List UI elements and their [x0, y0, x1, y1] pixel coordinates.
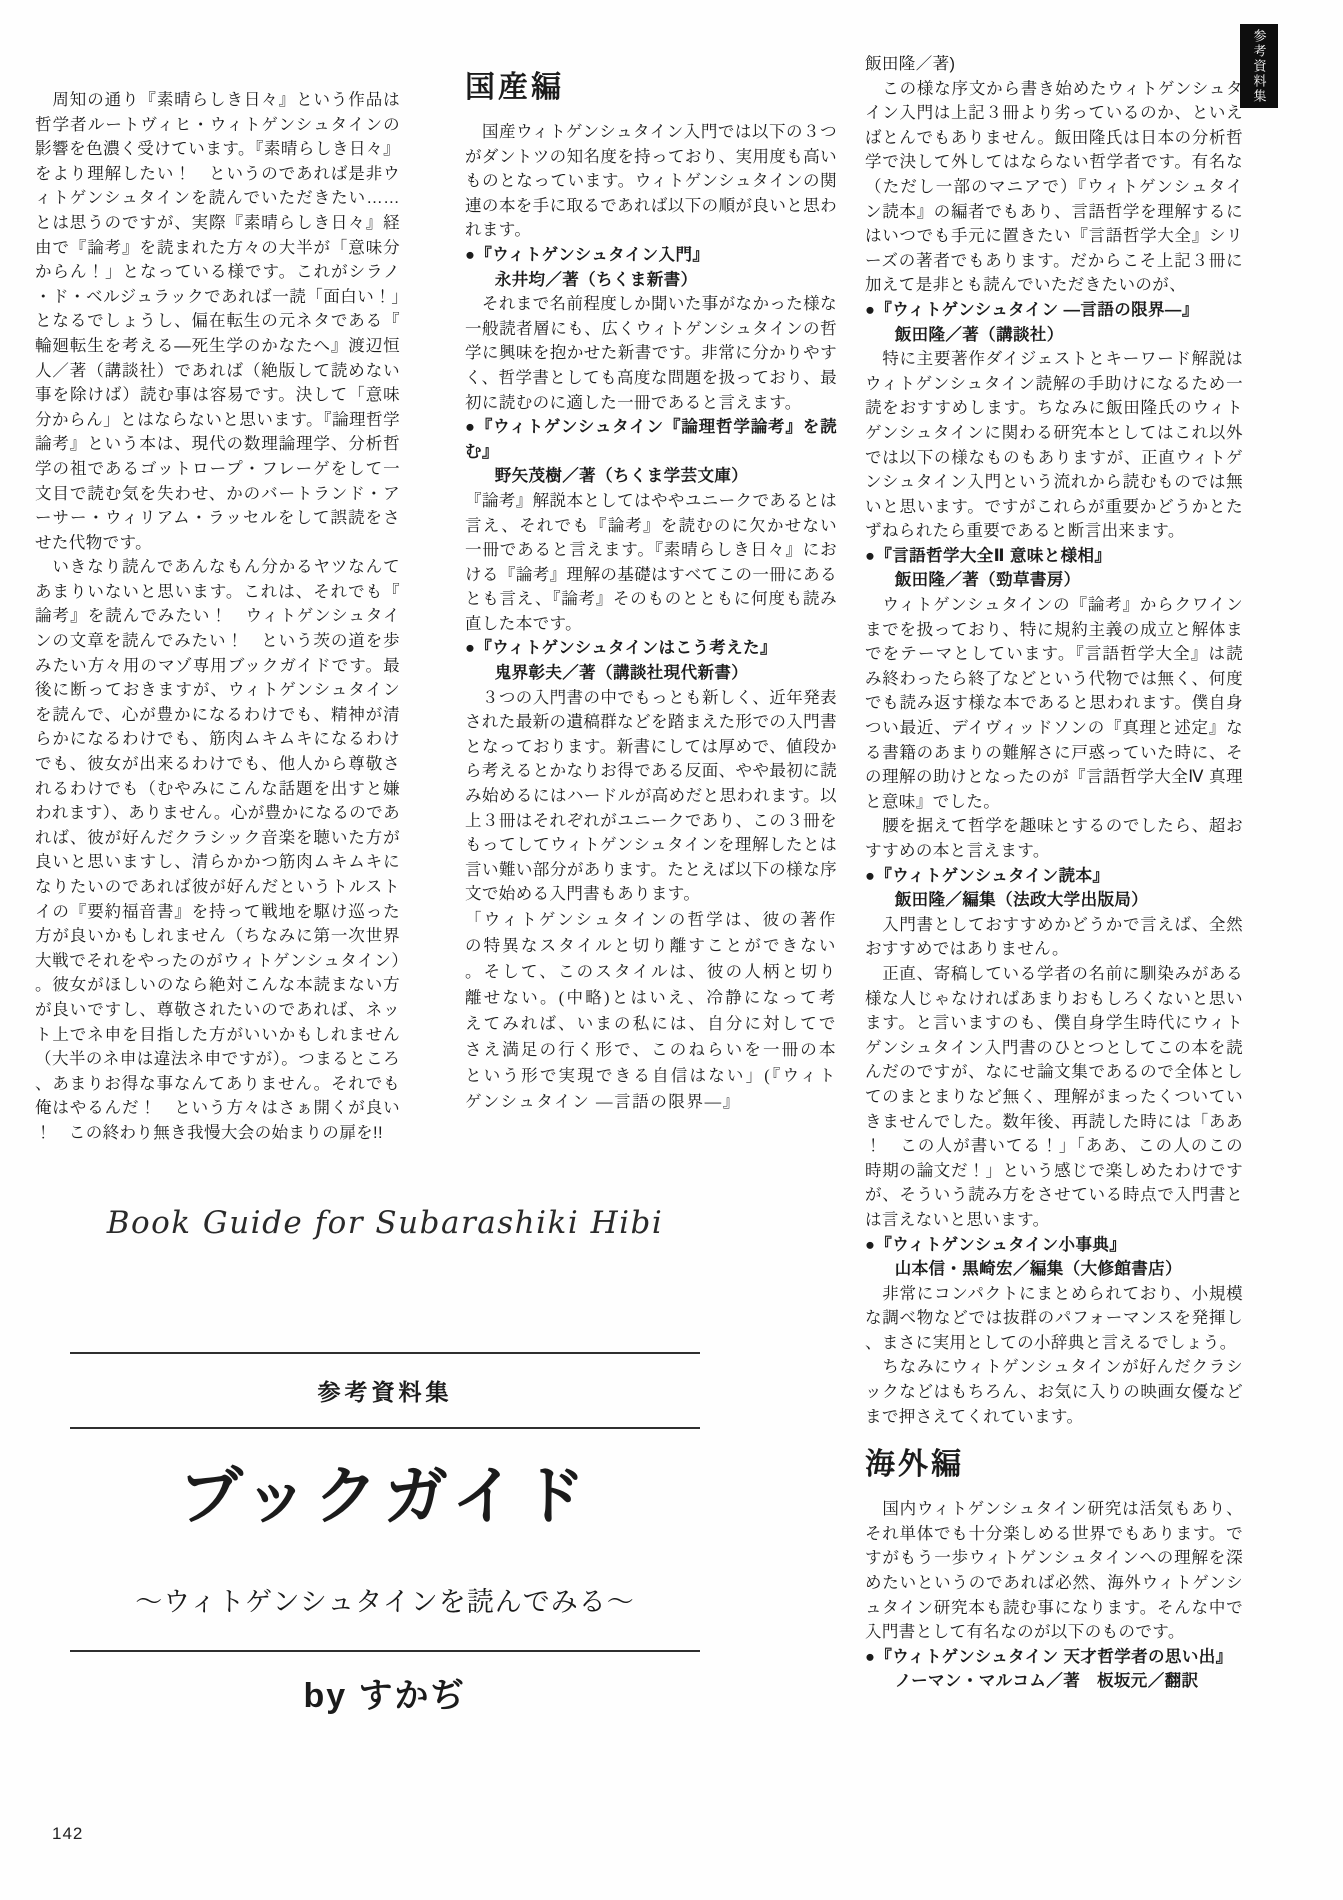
- page-title: ブックガイド: [178, 1461, 592, 1532]
- body-paragraph: 国産ウィトゲンシュタイン入門では以下の３つがダントツの知名度を持っており、実用度も高いものとなっています。ウィトゲンシュタインの関連の本を手に取るであれば以下の順が良いと思われます。: [465, 123, 837, 240]
- book-entry-author: 飯田隆／編集（法政大学出版局）: [894, 891, 1149, 910]
- body-paragraph: ちなみにウィトゲンシュタインが好んだクラシックなどはもちろん、お気に入りの映画女優などまで押さえてくれています。: [865, 1358, 1243, 1426]
- book-entry-body: 特に主要著作ダイジェストとキーワード解説はウィトゲンシュタイン読解の手助けになるため一読をおすすめします。ちなみに飯田隆氏のウィトゲンシュタインに関わる研究本としてはこれ以外では以下の様なものもありますが、正直ウィトゲンシュタイン入門という流れから読むものでは無いと思います。ですがこれらが重要かどうかとたずねられたら重要であると断言出来ます。: [865, 350, 1243, 541]
- book-entry-author: 飯田隆／著（勁草書房）: [894, 571, 1081, 590]
- book-entry-title: ●『ウィトゲンシュタイン 天才哲学者の思い出』: [865, 1647, 1233, 1666]
- left-column: [35, 88, 400, 1146]
- book-entry-title: ●『ウィトゲンシュタイン『論理哲学論考』を読む』: [465, 418, 837, 461]
- book-entry-title: ●『ウィトゲンシュタイン小事典』: [865, 1235, 1127, 1254]
- book-entry-body: ウィトゲンシュタインの『論考』からクワインまでを扱っており、特に規約主義の成立と解体までをテーマとしています。『言語哲学大全』は読み終わったら終了などという代物では無く、何度でも読み返す様な本であると思われます。僕自身つい最近、デイヴィッドソンの『真理と述定』なる書籍のあまりの難解さに戸惑っていた時に、その理解の助けとなったのが『言語哲学大全Ⅳ 真理と意味』でした。: [865, 596, 1243, 811]
- section-heading-domestic: 国産編: [465, 71, 564, 104]
- book-entry-author: 飯田隆／著（講談社）: [894, 325, 1064, 344]
- book-entry-body: ３つの入門書の中でもっとも新しく、近年発表された最新の遺稿群などを踏まえた形での入門書となっております。新書にしては厚めで、値段から考えるとかなりお得である反面、やや最初に読み始めるにはハードルが高めだと思われます。以上３冊はそれぞれがユニークであり、この３冊をもってしてウィトゲンシュタインを理解したとは言い難い部分があります。たとえば以下の様な序文で始める入門書もあります。: [465, 688, 837, 904]
- author-byline: by すかぢ: [303, 1677, 467, 1715]
- corner-tab: [1240, 24, 1278, 108]
- book-entry-body: 『論考』解説本としてはややユニークであるとは言え、それでも『論考』を読むのに欠かせない一冊であると言えます。『素晴らしき日々』における『論考』理解の基礎はすべてこの一冊にあるとも言え、『論考』そのものとともに何度も読み直した本です。: [465, 491, 837, 633]
- right-column: [865, 52, 1243, 1694]
- book-entry-author: 永井均／著（ちくま新書）: [494, 270, 698, 289]
- middle-column: [465, 70, 837, 1115]
- quote-continuation: 飯田隆／著): [865, 55, 956, 73]
- section-label: 参考資料集: [317, 1379, 453, 1405]
- book-entry-title: ●『ウィトゲンシュタイン入門』: [465, 245, 710, 264]
- section-heading-overseas: 海外編: [865, 1448, 964, 1482]
- book-entry-body: それまで名前程度しか聞いた事がなかった様な一般読者層にも、広くウィトゲンシュタインの哲学に興味を抱かせた新書です。非常に分かりやすく、哲学書としても高度な問題を扱っており、最初に読むのに適した一冊であると言えます。: [465, 295, 837, 412]
- book-entry-author: 鬼界彰夫／著（講談社現代新書）: [494, 664, 749, 683]
- divider-rule: [70, 1427, 700, 1429]
- book-entry-author: 山本信・黒崎宏／編集（大修館書店）: [894, 1260, 1182, 1279]
- book-entry-author: 野矢茂樹／著（ちくま学芸文庫）: [494, 467, 749, 486]
- body-paragraph: 国内ウィトゲンシュタイン研究は活気もあり、それ単体でも十分楽しめる世界でもあります。ですがもう一歩ウィトゲンシュタインへの理解を深めたいというのであれば必然、海外ウィトゲンシュタイン研究本も読む事になります。そんな中で入門書として有名なのが以下のものです。: [865, 1500, 1243, 1642]
- book-entry-body: 入門書としておすすめかどうかで言えば、全然おすすめではありません。: [865, 915, 1243, 959]
- body-paragraph: いきなり読んであんなもん分かるヤツなんてあまりいないと思います。これは、それでも『論考』を読んでみたい！ ウィトゲンシュタインの文章を読んでみたい！ という茨の道を歩みたい方々用のマゾ専用ブックガイドです。最後に断っておきますが、ウィトゲンシュタインを読んで、心が豊かになるわけでも、精神が清らかになるわけでも、筋肉ムキムキになるわけでも、彼女が出来るわけでも、他人から尊敬されるわけでも（むやみにこんな話題を出すと嫌われます）、ありません。心が豊かになるのであれば、彼が好んだクラシック音楽を聴いた方が良いと思いますし、清らかかつ筋肉ムキムキになりたいのであれば彼が好んだというトルストイの『要約福音書』を持って戦地を駆け巡った方が良いかもしれません（ちなみに第一次世界大戦でそれをやったのがウィトゲンシュタイン）。彼女がほしいのなら絶対こんな本読まない方が良いですし、尊敬されたいのであれば、ネット上でネ申を目指した方がいいかもしれません（大半のネ申は違法ネ申ですが）。つまるところ、あまりお得な事なんてありません。それでも俺はやるんだ！ という方々はさぁ開くが良い！ この終わり無き我慢大会の始まりの扉を!!: [35, 558, 400, 1142]
- book-entry-body: 非常にコンパクトにまとめられており、小規模な調べ物などでは抜群のパフォーマンスを発揮し、まさに実用としての小辞典と言えるでしょう。: [865, 1284, 1243, 1352]
- body-paragraph: 正直、寄稿している学者の名前に馴染みがある様な人じゃなければあまりおもしろくないと思います。と言いますのも、僕自身学生時代にウィトゲンシュタイン入門書のひとつとしてこの本を読んだのですが、なにせ論文集であるので全体としてのまとまりなど無く、理解がまったくついていきませんでした。数年後、再読した時には「ああ！ この人が書いてる！」「ああ、この人のこの時期の論文だ！」という感じで楽しめたわけですが、そういう読み方をさせている時点で入門書とは言えないと思います。: [865, 964, 1243, 1229]
- divider-rule: [70, 1650, 700, 1652]
- book-entry-title: ●『ウィトゲンシュタイン読本』: [865, 866, 1110, 885]
- book-entry-author: ノーマン・マルコム／著 板坂元／翻訳: [894, 1672, 1199, 1691]
- page-subtitle: ～ウィトゲンシュタインを読んでみる～: [135, 1587, 635, 1617]
- preface-quote: 「ウィトゲンシュタインの哲学は、彼の著作の特異なスタイルと切り離すことができない。そして、このスタイルは、彼の人柄と切り離せない。(中略)とはいえ、冷静になって考えてみれば、いまの私には、自分に対してでさえ満足の行く形で、このねらいを一冊の本という形で実現できる自信はない」(『ウィトゲンシュタイン ―言語の限界―』: [465, 910, 837, 1111]
- book-entry-title: ●『言語哲学大全Ⅱ 意味と様相』: [865, 546, 1112, 565]
- body-paragraph: 腰を据えて哲学を趣味とするのでしたら、超おすすめの本と言えます。: [865, 817, 1243, 860]
- corner-tab-label: 参考資料集: [1251, 28, 1267, 104]
- divider-rule: [70, 1352, 700, 1354]
- book-entry-title: ●『ウィトゲンシュタインはこう考えた』: [465, 639, 777, 658]
- page-number: 142: [52, 1824, 84, 1843]
- english-script-title: Book Guide for Subarashiki Hibi: [106, 1205, 664, 1241]
- book-entry-title: ●『ウィトゲンシュタイン ―言語の限界―』: [865, 300, 1199, 319]
- body-paragraph: この様な序文から書き始めたウィトゲンシュタイン入門は上記３冊より劣っているのか、といえばとんでもありません。飯田隆氏は日本の分析哲学で決して外してはならない哲学者です。有名な（ただし一部のマニアで）『ウィトゲンシュタイン読本』の編者でもあり、言語哲学を理解するにはいつでも手元に置きたい『言語哲学大全』シリーズの著者でもあります。だからこそ上記３冊に加えて是非とも読んでいただきたいのが、: [865, 79, 1243, 295]
- body-paragraph: 周知の通り『素晴らしき日々』という作品は哲学者ルートヴィヒ・ウィトゲンシュタインの影響を色濃く受けています。『素晴らしき日々』をより理解したい！ というのであれば是非ウィトゲンシュタインを読んでいただきたい……とは思うのですが、実際『素晴らしき日々』経由で『論考』を読まれた方々の大半が「意味分からん！」となっている様です。これがシラノ・ド・ベルジュラックであれば一読「面白い！」となるでしょうし、偏在転生の元ネタである『輪廻転生を考える―死生学のかなたへ』渡辺恒人／著（講談社）であれば（絶版して読めない事を除けば）読む事は容易です。決して「意味分からん」とはならないと思います。『論理哲学論考』という本は、現代の数理論理学、分析哲学の祖であるゴットロープ・フレーゲをして一文目で読む気を失わせ、かのバートランド・アーサー・ウィリアム・ラッセルをして誤読をさせた代物です。: [35, 91, 400, 552]
